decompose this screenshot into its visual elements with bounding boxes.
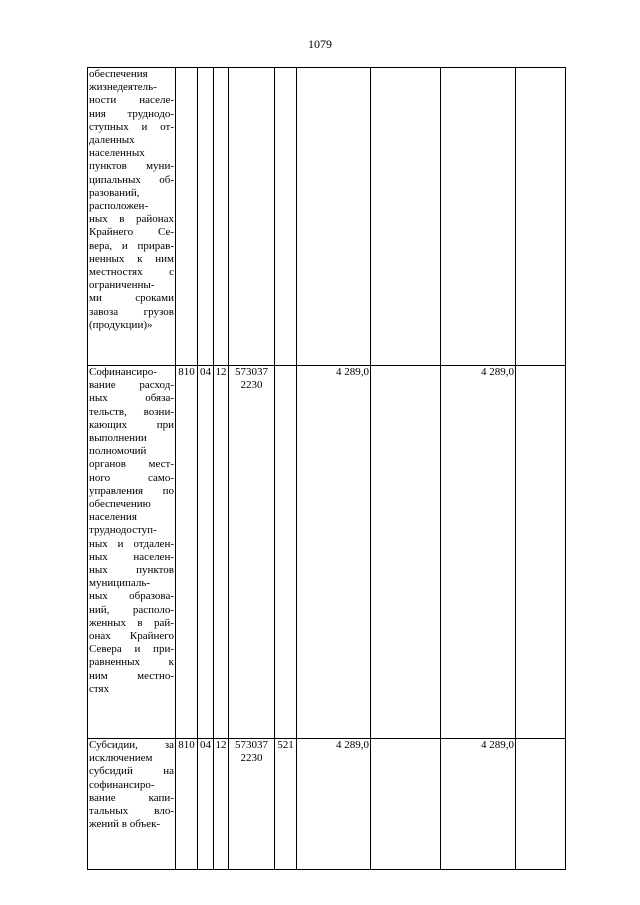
description-line: Севера и при- (89, 643, 174, 656)
description-line: ограниченны- (89, 279, 155, 292)
description-line: ных образова- (89, 590, 174, 603)
description-line: муниципаль- (89, 577, 151, 590)
amount-cell-2 (371, 366, 441, 739)
description-line: Софинансиро- (89, 366, 157, 378)
table-row (88, 68, 566, 366)
description-line: населенных (89, 147, 145, 160)
description-line: стях (89, 682, 110, 695)
subsection-code: 12 (214, 739, 229, 870)
table-row (88, 739, 566, 870)
description-line: ненных к ним (89, 252, 174, 265)
page-number: 1079 (308, 37, 332, 51)
description-line: полномочий (89, 445, 147, 458)
description-line: ния труднодо- (89, 107, 174, 120)
description-line: ного само- (89, 471, 174, 484)
section-code (198, 68, 214, 366)
description-line: расположен- (89, 200, 149, 213)
description-line: Крайнего Се- (89, 226, 174, 239)
description-line: ципальных об- (89, 173, 174, 186)
amount-cell-2 (371, 68, 441, 366)
description-line: выполнении (89, 432, 147, 445)
description-line: обеспечению (89, 498, 151, 511)
amount-cell-4 (516, 366, 566, 739)
ministry-code (176, 68, 198, 366)
description-line: онах Крайнего (89, 630, 174, 643)
row-description (88, 366, 176, 739)
description-line: ний, располо- (89, 603, 174, 616)
target-article-code (229, 68, 275, 366)
description-line: жений в объек- (89, 818, 161, 831)
description-line: софинансиро- (89, 778, 155, 791)
description-line: (продукции)» (89, 318, 153, 331)
description-line: ности населе- (89, 94, 174, 107)
description-line: субсидий на (89, 765, 174, 778)
section-code: 04 (198, 739, 214, 870)
description-line: населения (89, 511, 137, 524)
amount-cell-4 (516, 739, 566, 870)
description-line: ним местно- (89, 669, 174, 682)
description-line: исключением (89, 752, 153, 765)
description-line: вера, и прирав- (89, 239, 174, 252)
amount-cell-3 (441, 68, 516, 366)
description-line: ступных и от- (89, 120, 174, 133)
amount-cell (297, 68, 371, 366)
expense-type-code (275, 68, 297, 366)
description-line: равненных к (89, 656, 174, 669)
description-line: ми сроками (89, 292, 174, 305)
subsection-code: 12 (214, 366, 229, 739)
expense-type-code: 521 (275, 739, 297, 870)
description-line: пунктов муни- (89, 160, 174, 173)
expense-type-code (275, 366, 297, 739)
description-line: ных и отдален- (89, 537, 174, 550)
description-line: завоза грузов (89, 305, 174, 318)
description-line: труднодоступ- (89, 524, 157, 537)
description-line: кающих при (89, 418, 174, 431)
amount-cell: 4 289,0 (297, 739, 371, 870)
description-line: ных населен- (89, 550, 174, 563)
description-line: жизнедеятель- (89, 81, 157, 94)
description-line: тальных вло- (89, 805, 174, 818)
description-line: женных в рай- (89, 616, 174, 629)
subsection-code (214, 68, 229, 366)
amount-cell-4 (516, 68, 566, 366)
description-line: Субсидии, за (89, 739, 174, 751)
row-description (88, 739, 176, 870)
section-code: 04 (198, 366, 214, 739)
description-line: органов мест- (89, 458, 174, 471)
amount-cell-3: 4 289,0 (441, 366, 516, 739)
target-article-code: 573037 2230 (229, 366, 275, 739)
description-line: ных в районах (89, 213, 174, 226)
target-article-code: 573037 2230 (229, 739, 275, 870)
description-line: разований, (89, 186, 140, 199)
amount-cell-3: 4 289,0 (441, 739, 516, 870)
table-row (88, 366, 566, 739)
budget-table (87, 67, 566, 870)
ministry-code: 810 (176, 366, 198, 739)
description-line: даленных (89, 134, 135, 147)
row-description (88, 68, 176, 366)
description-line: вание расход- (89, 379, 174, 392)
description-line: тельств, возни- (89, 405, 174, 418)
description-line: вание капи- (89, 791, 174, 804)
amount-cell: 4 289,0 (297, 366, 371, 739)
ministry-code: 810 (176, 739, 198, 870)
description-line: управления по (89, 484, 174, 497)
amount-cell-2 (371, 739, 441, 870)
description-line: ных пунктов (89, 564, 174, 577)
description-line: местностях с (89, 266, 174, 279)
description-line: ных обяза- (89, 392, 174, 405)
description-line: обеспечения (89, 68, 148, 80)
